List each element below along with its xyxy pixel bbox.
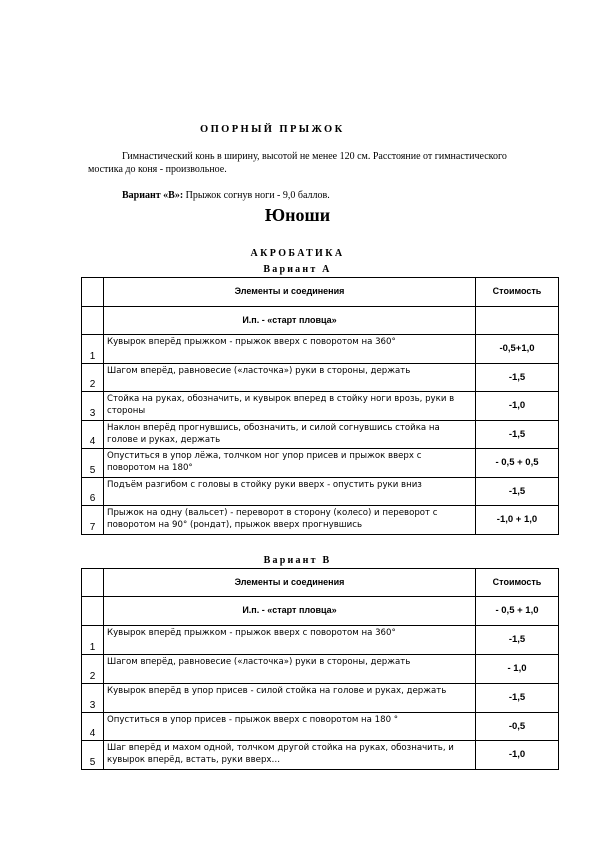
section-title: Юноши [264, 205, 331, 225]
element-cost: - 0,5 + 0,5 [476, 449, 559, 478]
variant-b-rows [82, 626, 559, 770]
element-cost: -1,5 [476, 684, 559, 713]
element-description: Стойка на руках, обозначить, и кувырок вперед в стойку ноги врозь, руки в стороны [104, 392, 476, 421]
vault-title: ОПОРНЫЙ ПРЫЖОК [200, 124, 345, 135]
element-description: Кувырок вперёд прыжком - прыжок вверх с поворотом на 360° [104, 335, 476, 364]
element-cost: -1,5 [476, 364, 559, 392]
element-description: Шаг вперёд и махом одной, толчком другой стойка на руках, обозначить, и кувырок вперёд, встать, руки вверх… [104, 741, 476, 770]
element-description: Опуститься в упор лёжа, толчком ног упор присев и прыжок вверх с поворотом на 180° [104, 449, 476, 478]
variant-a-title: Вариант А [263, 264, 332, 275]
element-description: Кувырок вперёд в упор присев - силой стойка на голове и руках, держать [104, 684, 476, 713]
row-number: 3 [82, 684, 104, 713]
element-description: Наклон вперёд прогнувшись, обозначить, и силой согнувшись стойка на голове и руках, держать [104, 421, 476, 449]
element-description: Кувырок вперёд прыжком - прыжок вверх с поворотом на 360° [104, 626, 476, 655]
variant-a-rows [82, 335, 559, 535]
num-cell [82, 307, 104, 335]
elements-header: Элементы и соединения [104, 278, 476, 307]
row-number: 5 [82, 449, 104, 478]
cost-header: Стоимость [476, 569, 559, 597]
vault-variant [122, 190, 330, 201]
row-number: 6 [82, 478, 104, 506]
table-row [82, 335, 559, 364]
table-row [82, 392, 559, 421]
table-row [82, 449, 559, 478]
row-number: 4 [82, 713, 104, 741]
element-description: Шагом вперёд, равновесие («ласточка») руки в стороны, держать [104, 364, 476, 392]
element-cost: -0,5 [476, 713, 559, 741]
table-row [82, 741, 559, 770]
element-cost: -1,5 [476, 478, 559, 506]
element-description: Прыжок на одну (вальсет) - переворот в сторону (колесо) и переворот с поворотом на 90° (рондат), прыжок вверх прогнувшись [104, 506, 476, 535]
elements-header: Элементы и соединения [104, 569, 476, 597]
start-position-row [82, 307, 559, 335]
table-row [82, 713, 559, 741]
start-position-row [82, 597, 559, 626]
table-row [82, 684, 559, 713]
row-number: 4 [82, 421, 104, 449]
row-number: 3 [82, 392, 104, 421]
element-description: Опуститься в упор присев - прыжок вверх с поворотом на 180 ° [104, 713, 476, 741]
vault-variant-label: Вариант «В»: [122, 190, 184, 201]
element-cost: -1,0 [476, 741, 559, 770]
table-row [82, 506, 559, 535]
table-row [82, 478, 559, 506]
variant-b-table [81, 568, 559, 770]
row-number: 1 [82, 335, 104, 364]
element-cost: -1,5 [476, 421, 559, 449]
element-cost: - 1,0 [476, 655, 559, 684]
element-cost: -1,0 + 1,0 [476, 506, 559, 535]
table-row [82, 626, 559, 655]
variant-a-table [81, 277, 559, 535]
row-number: 1 [82, 626, 104, 655]
table-header-row [82, 569, 559, 597]
element-description: Подъём разгибом с головы в стойку руки вверх - опустить руки вниз [104, 478, 476, 506]
start-cost: - 0,5 + 1,0 [476, 597, 559, 626]
table-header-row [82, 278, 559, 307]
element-cost: -0,5+1,0 [476, 335, 559, 364]
start-cost [476, 307, 559, 335]
table-row [82, 655, 559, 684]
row-number: 5 [82, 741, 104, 770]
acrobatics-title: АКРОБАТИКА [250, 248, 345, 259]
vault-description: Гимнастический конь в ширину, высотой не менее 120 см. Расстояние от гимнастического мостика до коня - произвольное. [88, 151, 507, 175]
num-header [82, 569, 104, 597]
cost-header: Стоимость [476, 278, 559, 307]
row-number: 7 [82, 506, 104, 535]
num-cell [82, 597, 104, 626]
row-number: 2 [82, 655, 104, 684]
start-position: И.п. - «старт пловца» [104, 597, 476, 626]
num-header [82, 278, 104, 307]
start-position: И.п. - «старт пловца» [104, 307, 476, 335]
element-cost: -1,0 [476, 392, 559, 421]
table-row [82, 421, 559, 449]
element-cost: -1,5 [476, 626, 559, 655]
table-row [82, 364, 559, 392]
row-number: 2 [82, 364, 104, 392]
variant-b-title: Вариант В [263, 555, 332, 566]
element-description: Шагом вперёд, равновесие («ласточка») руки в стороны, держать [104, 655, 476, 684]
vault-variant-text: Прыжок согнув ноги - 9,0 баллов. [183, 190, 330, 201]
